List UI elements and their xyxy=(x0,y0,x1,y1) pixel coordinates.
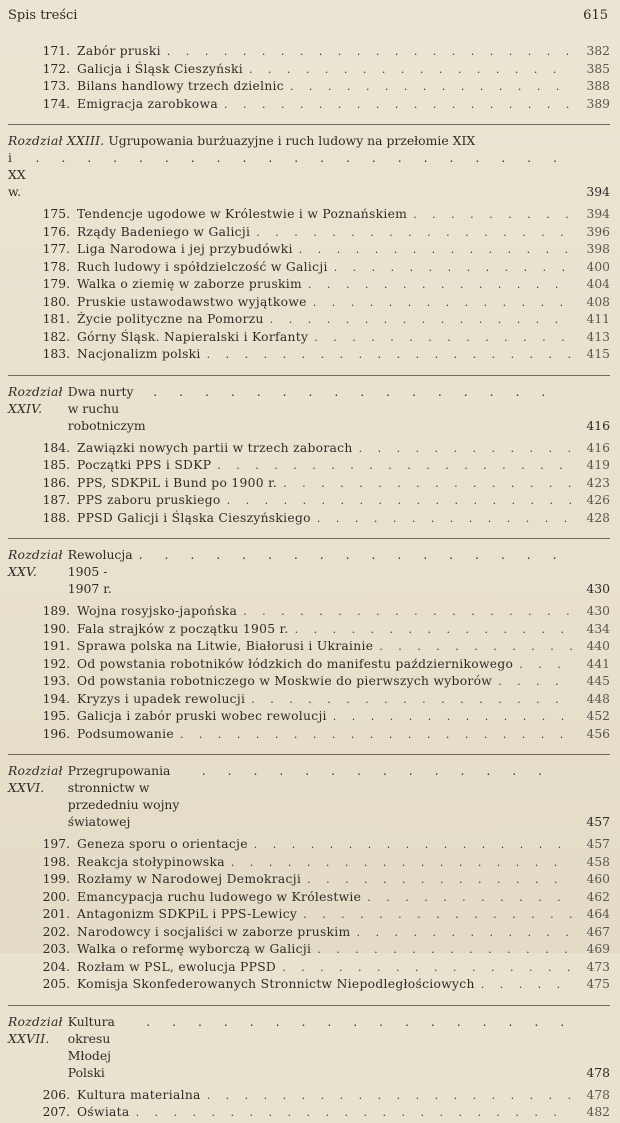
entry-number: 202. xyxy=(42,924,70,939)
entry-title: Liga Narodowa i jej przybudówki xyxy=(77,242,293,256)
entry-page: 478 xyxy=(586,1087,610,1102)
chapter-heading[interactable] xyxy=(8,1013,610,1081)
entry-page: 419 xyxy=(586,458,610,472)
chapter-section xyxy=(8,538,610,744)
entry-number: 188. xyxy=(42,510,70,525)
toc-entry[interactable] xyxy=(8,727,610,745)
chapter-page: 478 xyxy=(586,1064,610,1080)
dot-leader xyxy=(243,605,572,618)
toc-entry[interactable] xyxy=(8,493,610,511)
toc-entry[interactable] xyxy=(8,855,610,873)
dot-leader xyxy=(207,1089,572,1102)
chapter-entry-list xyxy=(8,441,610,529)
chapter-entry-list xyxy=(8,1088,610,1123)
entry-page: 428 xyxy=(586,510,610,525)
toc-entry[interactable] xyxy=(8,837,610,855)
chapter-label: Rozdział XXIII. xyxy=(8,133,105,148)
toc-entry[interactable] xyxy=(8,277,610,295)
entry-number: 207. xyxy=(42,1105,70,1119)
chapter-page: 430 xyxy=(586,581,610,596)
entry-page: 482 xyxy=(586,1105,610,1119)
entry-page: 469 xyxy=(586,942,610,956)
dot-leader xyxy=(290,80,572,93)
entry-number: 172. xyxy=(42,61,70,76)
entry-title: Od powstania robotniczego w Moskwie do pierwszych wyborów xyxy=(77,674,493,688)
toc-entry[interactable] xyxy=(8,97,610,115)
entry-title: Fala strajków z początku 1905 r. xyxy=(77,621,289,636)
entry-title: Emancypacja ruchu ludowego w Królestwie xyxy=(77,889,362,904)
chapter-section xyxy=(8,375,610,529)
dot-leader xyxy=(498,675,572,688)
chapter-heading[interactable] xyxy=(8,762,610,830)
toc-entry[interactable] xyxy=(8,977,610,995)
entry-number: 199. xyxy=(42,872,70,886)
toc-entry[interactable] xyxy=(8,657,610,675)
toc-entry[interactable] xyxy=(8,347,610,365)
entry-page: 389 xyxy=(586,96,610,111)
entry-title: Górny Śląsk. Napieralski i Korfanty xyxy=(77,329,309,344)
entry-page: 467 xyxy=(586,924,610,939)
dot-leader xyxy=(282,961,572,974)
entry-title: Emigracja zarobkowa xyxy=(77,96,218,111)
entry-number: 187. xyxy=(42,493,70,507)
entry-number: 189. xyxy=(42,604,70,618)
entry-page: 445 xyxy=(586,674,610,688)
entry-title: Geneza sporu o orientacje xyxy=(77,837,248,851)
entry-number: 192. xyxy=(42,656,70,671)
entry-number: 196. xyxy=(42,726,70,741)
entry-number: 198. xyxy=(42,854,70,869)
toc-entry[interactable] xyxy=(8,960,610,978)
entry-title: Zawiązki nowych partii w trzech zaborach xyxy=(77,440,353,455)
toc-entry[interactable] xyxy=(8,225,610,243)
entry-number: 184. xyxy=(42,440,70,455)
entry-page: 456 xyxy=(586,726,610,741)
entry-page: 441 xyxy=(586,656,610,671)
toc-entry[interactable] xyxy=(8,872,610,890)
chapter-divider xyxy=(8,538,610,539)
chapter-title: Ugrupowania burżuazyjne i ruch ludowy na przełomie XIX xyxy=(108,133,476,148)
entry-title: PPSD Galicji i Śląska Cieszyńskiego xyxy=(77,510,311,525)
entry-title: Walka o reformę wyborczą w Galicji xyxy=(77,942,312,956)
entry-page: 382 xyxy=(586,44,610,58)
entry-page: 462 xyxy=(586,889,610,904)
toc-entry[interactable] xyxy=(8,62,610,80)
dot-leader xyxy=(317,943,572,956)
entry-number: 195. xyxy=(42,709,70,723)
dot-leader xyxy=(314,331,572,344)
toc-entry[interactable] xyxy=(8,890,610,908)
entry-page: 400 xyxy=(586,259,610,274)
entry-title: Podsumowanie xyxy=(77,726,174,741)
chapter-section xyxy=(8,1005,610,1123)
chapter-title: Przegrupowania stronnictw w przededniu wojny światowej xyxy=(67,763,180,829)
chapter-label: Rozdział XXVI. xyxy=(8,763,63,795)
dot-leader xyxy=(359,442,572,455)
chapter-label: Rozdział XXVII. xyxy=(8,1013,63,1046)
dot-leader xyxy=(207,348,572,361)
dot-leader xyxy=(308,278,572,291)
chapter-section xyxy=(8,754,610,995)
toc-entry[interactable] xyxy=(8,511,610,529)
toc-entry[interactable] xyxy=(8,907,610,925)
toc-entry[interactable] xyxy=(8,330,610,348)
chapter-heading-line xyxy=(8,132,570,149)
entry-number: 175. xyxy=(42,207,70,221)
dot-leader xyxy=(317,512,572,525)
dot-leader xyxy=(254,838,572,851)
entry-page: 385 xyxy=(586,61,610,76)
dot-leader xyxy=(136,1106,572,1119)
entry-page: 408 xyxy=(586,294,610,309)
chapter-title-cont: i XX w. xyxy=(8,150,26,199)
entry-number: 182. xyxy=(42,329,70,344)
chapter-heading[interactable] xyxy=(8,383,610,434)
entry-title: Rozłam w PSL, ewolucja PPSD xyxy=(77,959,277,974)
entry-page: 448 xyxy=(586,691,610,706)
dot-leader xyxy=(307,873,572,886)
toc-entry[interactable] xyxy=(8,674,610,692)
entry-page: 423 xyxy=(586,475,610,490)
dot-leader xyxy=(153,383,564,400)
intro-entry-list xyxy=(8,44,610,114)
entry-title: Tendencje ugodowe w Królestwie i w Poznańskiem xyxy=(77,207,408,221)
toc-entry[interactable] xyxy=(8,476,610,494)
dot-leader xyxy=(413,208,572,221)
entry-number: 176. xyxy=(42,224,70,239)
running-header xyxy=(8,8,610,32)
chapter-divider xyxy=(8,375,610,376)
entry-title: PPS zaboru pruskiego xyxy=(77,493,221,507)
entry-page: 404 xyxy=(586,277,610,291)
dot-leader xyxy=(283,477,572,490)
entry-page: 426 xyxy=(586,493,610,507)
chapter-heading-line xyxy=(8,762,570,830)
entry-number: 181. xyxy=(42,312,70,326)
entry-title: PPS, SDKPiL i Bund po 1900 r. xyxy=(77,475,278,490)
entry-page: 413 xyxy=(586,329,610,344)
dot-leader xyxy=(295,623,572,636)
entry-title: Reakcja stołypinowska xyxy=(77,854,225,869)
entry-title: Nacjonalizm polski xyxy=(77,347,201,361)
entry-number: 197. xyxy=(42,837,70,851)
toc-entry[interactable] xyxy=(8,622,610,640)
toc-entry[interactable] xyxy=(8,441,610,459)
entry-page: 460 xyxy=(586,872,610,886)
dot-leader xyxy=(481,978,572,991)
toc-entry[interactable] xyxy=(8,604,610,622)
chapter-heading-line xyxy=(8,149,570,200)
chapter-list xyxy=(8,124,610,1123)
entry-title: Walka o ziemię w zaborze pruskim xyxy=(77,277,302,291)
entry-page: 416 xyxy=(586,440,610,455)
dot-leader xyxy=(146,1013,564,1030)
entry-title: Galicja i zabór pruski wobec rewolucji xyxy=(77,709,327,723)
entry-page: 452 xyxy=(586,709,610,723)
dot-leader xyxy=(256,226,572,239)
toc-entry[interactable] xyxy=(8,458,610,476)
toc-entry[interactable] xyxy=(8,295,610,313)
chapter-entry-list xyxy=(8,837,610,995)
chapter-heading-line xyxy=(8,546,570,597)
entry-title: Życie polityczne na Pomorzu xyxy=(77,312,264,326)
dot-leader xyxy=(519,658,572,671)
entry-page: 415 xyxy=(586,347,610,361)
entry-number: 180. xyxy=(42,294,70,309)
entry-number: 204. xyxy=(42,959,70,974)
dot-leader xyxy=(249,63,572,76)
chapter-section xyxy=(8,124,610,365)
entry-number: 191. xyxy=(42,639,70,653)
dot-leader xyxy=(367,891,572,904)
dot-leader xyxy=(334,261,572,274)
toc-entry[interactable] xyxy=(8,79,610,97)
entry-title: Bilans handlowy trzech dzielnic xyxy=(77,79,284,93)
dot-leader xyxy=(299,243,572,256)
entry-title: Rozłamy w Narodowej Demokracji xyxy=(77,872,302,886)
entry-number: 174. xyxy=(42,96,70,111)
dot-leader xyxy=(313,296,572,309)
chapter-page: 457 xyxy=(586,814,610,829)
chapter-heading[interactable] xyxy=(8,132,610,200)
chapter-divider xyxy=(8,124,610,125)
dot-leader xyxy=(180,728,572,741)
entry-number: 205. xyxy=(42,977,70,991)
entry-page: 458 xyxy=(586,854,610,869)
entry-page: 430 xyxy=(586,604,610,618)
chapter-label: Rozdział XXV. xyxy=(8,547,63,579)
dot-leader xyxy=(231,856,572,869)
dot-leader xyxy=(167,45,572,58)
dot-leader xyxy=(202,762,564,779)
chapter-heading-line xyxy=(8,383,570,434)
dot-leader xyxy=(139,546,564,563)
toc-entry[interactable] xyxy=(8,942,610,960)
entry-page: 464 xyxy=(586,907,610,921)
toc-entry[interactable] xyxy=(8,207,610,225)
entry-page: 475 xyxy=(586,977,610,991)
entry-number: 186. xyxy=(42,475,70,490)
entry-title: Narodowcy i socjaliści w zaborze pruskim xyxy=(77,924,351,939)
chapter-entry-list xyxy=(8,604,610,744)
chapter-page: 416 xyxy=(586,417,610,433)
entry-page: 388 xyxy=(586,79,610,93)
entry-title: Kultura materialna xyxy=(77,1087,201,1102)
toc-entry[interactable] xyxy=(8,925,610,943)
toc-entry[interactable] xyxy=(8,639,610,657)
entry-page: 473 xyxy=(586,959,610,974)
entry-page: 440 xyxy=(586,639,610,653)
entry-title: Antagonizm SDKPiL i PPS-Lewicy xyxy=(77,907,298,921)
running-title: Spis treści xyxy=(8,8,78,23)
entry-number: 185. xyxy=(42,458,70,472)
entry-title: Pruskie ustawodawstwo wyjątkowe xyxy=(77,294,307,309)
dot-leader xyxy=(35,149,564,166)
dot-leader xyxy=(333,710,572,723)
entry-page: 434 xyxy=(586,621,610,636)
dot-leader xyxy=(357,926,573,939)
entry-number: 178. xyxy=(42,259,70,274)
entry-number: 206. xyxy=(42,1087,70,1102)
entry-page: 457 xyxy=(586,837,610,851)
entry-number: 194. xyxy=(42,691,70,706)
entry-title: Wojna rosyjsko-japońska xyxy=(77,604,238,618)
chapter-label: Rozdział XXIV. xyxy=(8,383,63,416)
entry-number: 177. xyxy=(42,242,70,256)
entry-title: Oświata xyxy=(77,1105,130,1119)
chapter-page: 394 xyxy=(586,184,610,199)
entry-title: Kryzys i upadek rewolucji xyxy=(77,691,246,706)
entry-number: 193. xyxy=(42,674,70,688)
chapter-entry-list xyxy=(8,207,610,365)
entry-page: 411 xyxy=(586,312,610,326)
dot-leader xyxy=(224,98,572,111)
dot-leader xyxy=(251,693,572,706)
chapter-title: Rewolucja 1905 - 1907 r. xyxy=(67,547,133,596)
entry-title: Ruch ludowy i spółdzielczość w Galicji xyxy=(77,259,328,274)
toc-entry[interactable] xyxy=(8,242,610,260)
entry-number: 173. xyxy=(42,79,70,93)
toc-entry[interactable] xyxy=(8,44,610,62)
dot-leader xyxy=(270,313,572,326)
chapter-divider xyxy=(8,1005,610,1006)
toc-entry[interactable] xyxy=(8,1088,610,1106)
toc-entry[interactable] xyxy=(8,692,610,710)
toc-entry[interactable] xyxy=(8,260,610,278)
entry-page: 396 xyxy=(586,224,610,239)
dot-leader xyxy=(217,459,572,472)
dot-leader xyxy=(379,640,572,653)
chapter-title: Kultura okresu Młodej Polski xyxy=(67,1013,115,1080)
entry-page: 394 xyxy=(586,207,610,221)
entry-number: 190. xyxy=(42,621,70,636)
toc-entry[interactable] xyxy=(8,312,610,330)
toc-entry[interactable] xyxy=(8,1105,610,1123)
entry-title: Od powstania robotników łódzkich do manifestu październikowego xyxy=(77,656,514,671)
entry-title: Sprawa polska na Litwie, Białorusi i Ukrainie xyxy=(77,639,374,653)
dot-leader xyxy=(303,908,572,921)
entry-number: 179. xyxy=(42,277,70,291)
chapter-title: Dwa nurty w ruchu robotniczym xyxy=(67,383,146,433)
entry-number: 171. xyxy=(42,44,70,58)
entry-number: 183. xyxy=(42,347,70,361)
toc-entry[interactable] xyxy=(8,709,610,727)
entry-title: Komisja Skonfederowanych Stronnictw Niepodległościowych xyxy=(77,977,475,991)
page-number: 615 xyxy=(583,8,608,23)
entry-title: Początki PPS i SDKP xyxy=(77,458,212,472)
entry-number: 203. xyxy=(42,942,70,956)
chapter-heading[interactable] xyxy=(8,546,610,597)
chapter-heading-line xyxy=(8,1013,570,1081)
entry-page: 398 xyxy=(586,242,610,256)
entry-number: 201. xyxy=(42,907,70,921)
entry-title: Galicja i Śląsk Cieszyński xyxy=(77,61,243,76)
entry-number: 200. xyxy=(42,889,70,904)
chapter-divider xyxy=(8,754,610,755)
entry-title: Zabór pruski xyxy=(77,44,161,58)
dot-leader xyxy=(227,494,572,507)
entry-title: Rządy Badeniego w Galicji xyxy=(77,224,251,239)
